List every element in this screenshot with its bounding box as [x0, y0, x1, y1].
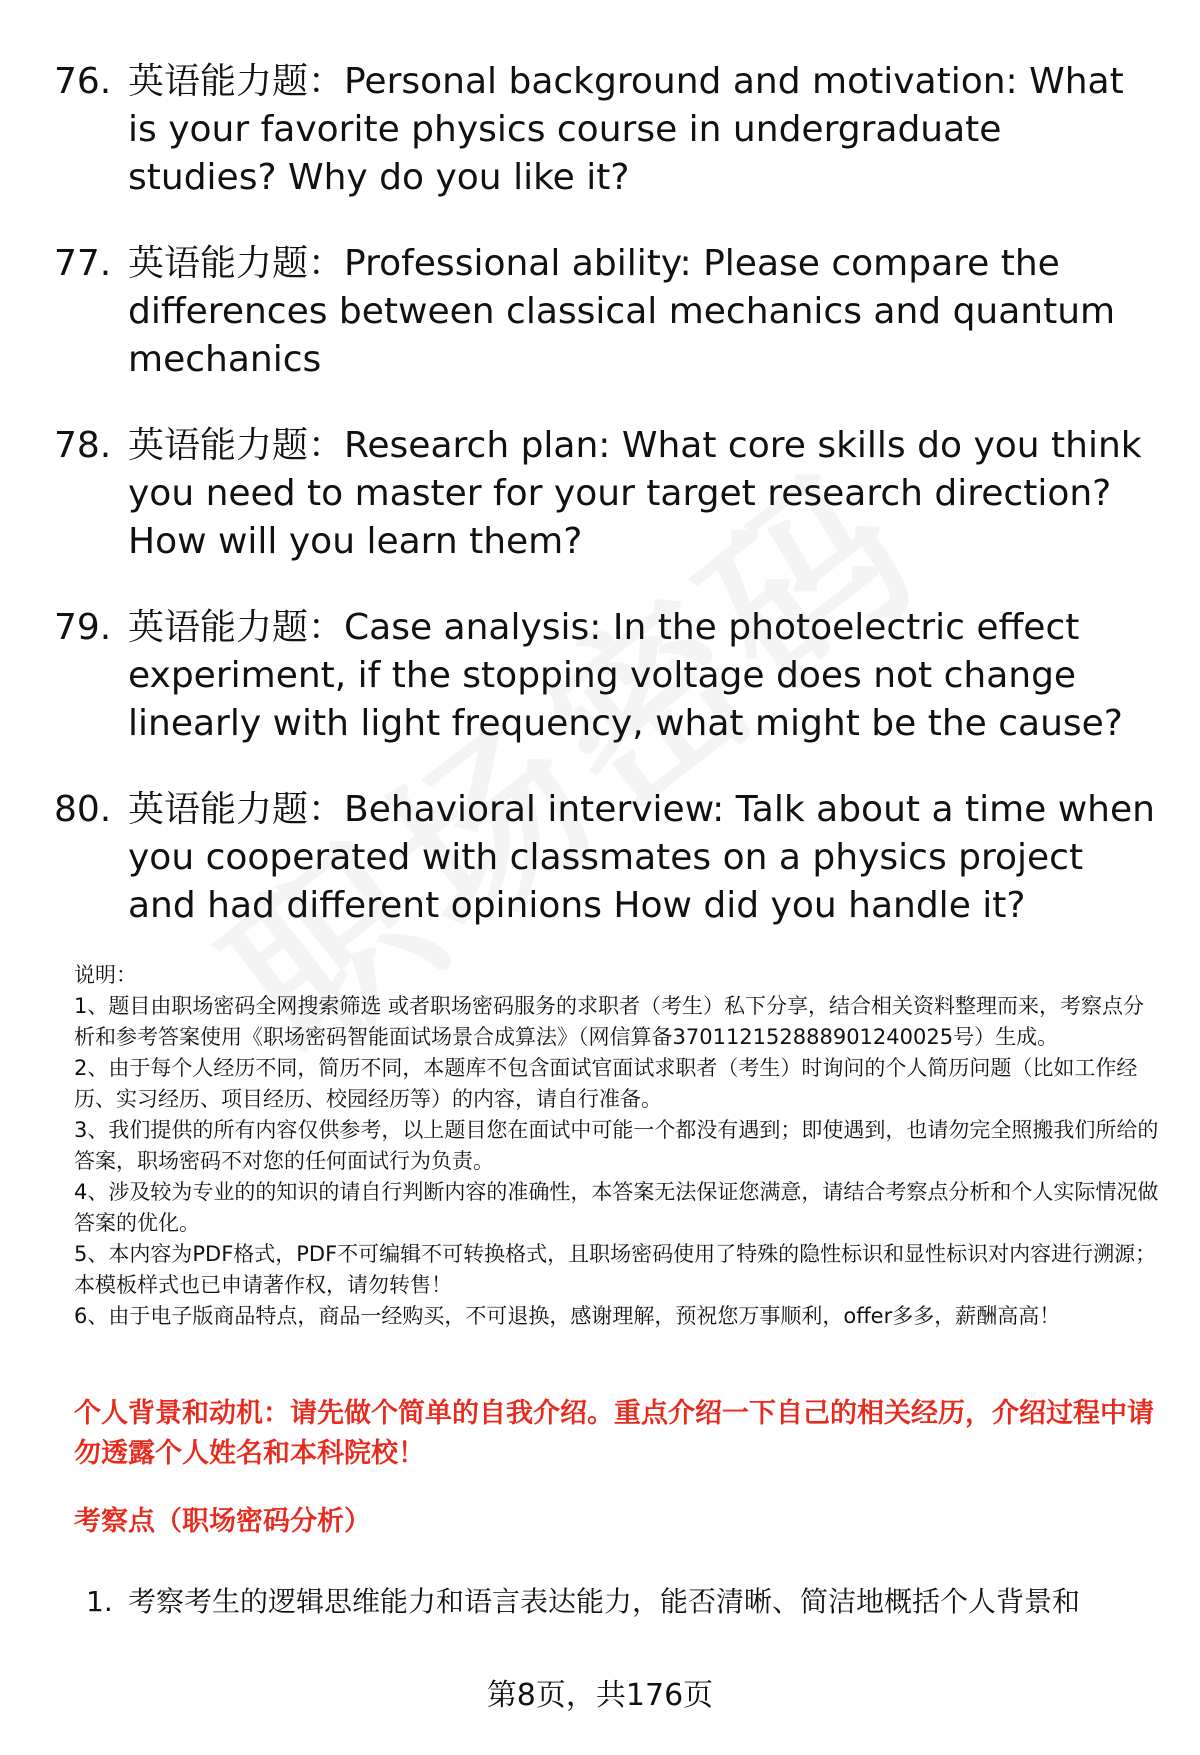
note-item: 6、由于电子版商品特点，商品一经购买，不可退换，感谢理解，预祝您万事顺利，offer多多，薪酬高高！ — [74, 1304, 1061, 1328]
question-number: 79. — [54, 607, 112, 648]
notes-section — [74, 960, 1159, 1332]
question-number: 78. — [54, 425, 112, 466]
question-number: 77. — [54, 243, 112, 284]
point-number: 1. — [86, 1585, 113, 1618]
notes-title: 说明： — [74, 963, 137, 987]
highlight-question: 个人背景和动机：请先做个简单的自我介绍。重点介绍一下自己的相关经历，介绍过程中请勿透露个人姓名和本科院校！ — [74, 1398, 1154, 1469]
analysis-heading: 考察点（职场密码分析） — [74, 1506, 371, 1537]
note-item: 4、涉及较为专业的的知识的请自行判断内容的准确性，本答案无法保证您满意，请结合考察点分析和个人实际情况做答案的优化。 — [74, 1180, 1159, 1235]
question-text: 英语能力题：Personal background and motivation: What is your favorite physics course in undergraduate studies? Why do you like it? — [128, 61, 1124, 198]
point-text: 考察考生的逻辑思维能力和语言表达能力，能否清晰、简洁地概括个人背景和 — [128, 1585, 1081, 1618]
note-item: 1、题目由职场密码全网搜索筛选 或者职场密码服务的求职者（考生）私下分享，结合相关资料整理而来，考察点分析和参考答案使用《职场密码智能面试场景合成算法》（网信算备370112152888901240025号）生成。 — [74, 994, 1145, 1049]
note-item: 2、由于每个人经历不同，简历不同，本题库不包含面试官面试求职者（考生）时询问的个人简历问题（比如工作经历、实习经历、项目经历、校园经历等）的内容，请自行准备。 — [74, 1056, 1138, 1111]
question-item — [54, 604, 1164, 748]
question-item — [54, 422, 1164, 566]
question-text: 英语能力题：Behavioral interview: Talk about a time when you cooperated with classmates on a physics project and had different opinions How did you handle it? — [128, 789, 1155, 926]
question-text: 英语能力题：Professional ability: Please compare the differences between classical mechanics and quantum mechanics — [128, 243, 1116, 380]
question-text: 英语能力题：Research plan: What core skills do you think you need to master for your target research direction? How will you learn them? — [128, 425, 1142, 562]
question-text: 英语能力题：Case analysis: In the photoelectric effect experiment, if the stopping voltage does not change linearly with light frequency, what might be the cause? — [128, 607, 1123, 744]
note-item: 5、本内容为PDF格式，PDF不可编辑不可转换格式，且职场密码使用了特殊的隐性标识和显性标识对内容进行溯源；本模板样式也已申请著作权，请勿转售！ — [74, 1242, 1157, 1297]
page-footer: 第8页，共176页 — [486, 1678, 714, 1713]
question-item — [54, 240, 1164, 384]
note-item: 3、我们提供的所有内容仅供参考，以上题目您在面试中可能一个都没有遇到；即使遇到，也请勿完全照搬我们所给的答案，职场密码不对您的任何面试行为负责。 — [74, 1118, 1159, 1173]
analysis-point — [86, 1582, 1166, 1622]
question-number: 80. — [54, 789, 112, 830]
question-item — [54, 786, 1164, 930]
question-item — [54, 58, 1164, 202]
question-number: 76. — [54, 61, 112, 102]
question-list — [54, 58, 1164, 968]
